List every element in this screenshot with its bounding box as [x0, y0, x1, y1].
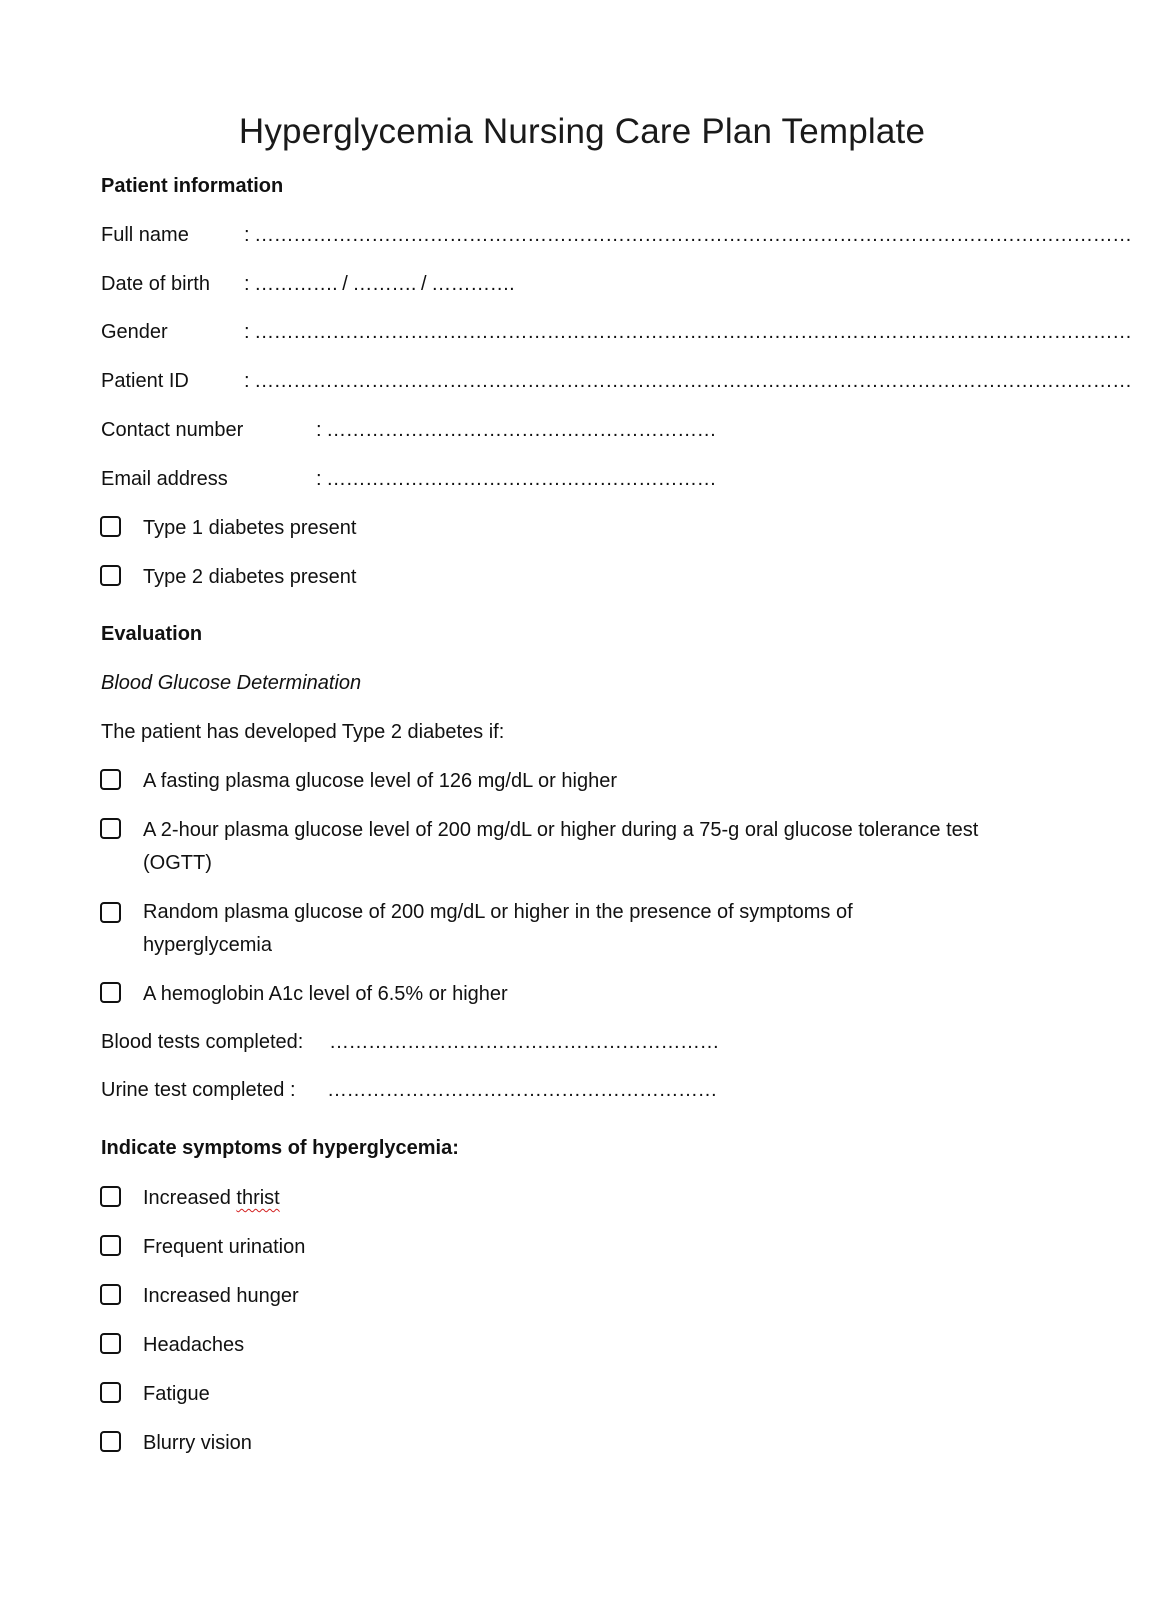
email-address-field[interactable]: : ……………………………………………………	[316, 468, 717, 490]
blood-tests-field[interactable]: ……………………………………………………	[329, 1031, 719, 1053]
document-title: Hyperglycemia Nursing Care Plan Template	[238, 112, 926, 151]
gender-label: Gender	[101, 321, 168, 343]
ogtt-checkbox[interactable]	[100, 818, 121, 839]
email-address-label: Email address	[101, 468, 228, 490]
patient-information-heading: Patient information	[101, 175, 284, 197]
symptoms-heading: Indicate symptoms of hyperglycemia:	[101, 1137, 459, 1159]
blood-glucose-subheading: Blood Glucose Determination	[101, 672, 362, 694]
symptom-thirst-prefix: Increased	[143, 1187, 237, 1209]
symptom-hunger-checkbox[interactable]	[100, 1284, 121, 1305]
symptom-headaches-checkbox[interactable]	[100, 1333, 121, 1354]
patient-id-field[interactable]: : ………………………………………………………………………………………………………………………	[244, 370, 1132, 392]
fasting-glucose-label: A fasting plasma glucose level of 126 mg/dL or higher	[143, 770, 617, 792]
fasting-glucose-checkbox[interactable]	[100, 769, 121, 790]
type2-diabetes-label: Type 2 diabetes present	[143, 566, 357, 588]
symptom-blurry-vision-checkbox[interactable]	[100, 1431, 121, 1452]
blood-tests-label: Blood tests completed:	[101, 1031, 304, 1053]
date-of-birth-field[interactable]: : …………. / ………. / ………….	[244, 273, 515, 295]
urine-test-field[interactable]: ……………………………………………………	[327, 1079, 717, 1101]
symptom-fatigue-label: Fatigue	[143, 1383, 210, 1405]
misspelled-word: thrist	[236, 1187, 280, 1209]
contact-number-label: Contact number	[101, 419, 244, 441]
full-name-label: Full name	[101, 224, 189, 246]
random-glucose-checkbox[interactable]	[100, 902, 121, 923]
symptom-urination-checkbox[interactable]	[100, 1235, 121, 1256]
full-name-field[interactable]: : ………………………………………………………………………………………………………………………	[244, 224, 1132, 246]
a1c-checkbox[interactable]	[100, 982, 121, 1003]
symptom-urination-label: Frequent urination	[143, 1236, 306, 1258]
symptom-thirst-checkbox[interactable]	[100, 1186, 121, 1207]
evaluation-heading: Evaluation	[101, 623, 203, 645]
patient-id-label: Patient ID	[101, 370, 189, 392]
type2-diabetes-checkbox[interactable]	[100, 565, 121, 586]
symptom-hunger-label: Increased hunger	[143, 1285, 299, 1307]
evaluation-intro: The patient has developed Type 2 diabetes if:	[101, 721, 505, 743]
symptom-fatigue-checkbox[interactable]	[100, 1382, 121, 1403]
random-glucose-label-line1: Random plasma glucose of 200 mg/dL or higher in the presence of symptoms of	[143, 901, 853, 923]
contact-number-field[interactable]: : ……………………………………………………	[316, 419, 717, 441]
ogtt-label-line1: A 2-hour plasma glucose level of 200 mg/dL or higher during a 75-g oral glucose tolerance test	[143, 819, 979, 841]
date-of-birth-label: Date of birth	[101, 273, 210, 295]
gender-field[interactable]: : ………………………………………………………………………………………………………………………	[244, 321, 1132, 343]
type1-diabetes-checkbox[interactable]	[100, 516, 121, 537]
random-glucose-label-line2: hyperglycemia	[143, 934, 272, 956]
symptom-headaches-label: Headaches	[143, 1334, 245, 1356]
a1c-label: A hemoglobin A1c level of 6.5% or higher	[143, 983, 508, 1005]
ogtt-label-line2: (OGTT)	[143, 852, 212, 874]
symptom-blurry-vision-label: Blurry vision	[143, 1432, 252, 1454]
symptom-thirst-label	[143, 1182, 280, 1215]
urine-test-label: Urine test completed :	[101, 1079, 296, 1101]
type1-diabetes-label: Type 1 diabetes present	[143, 517, 357, 539]
